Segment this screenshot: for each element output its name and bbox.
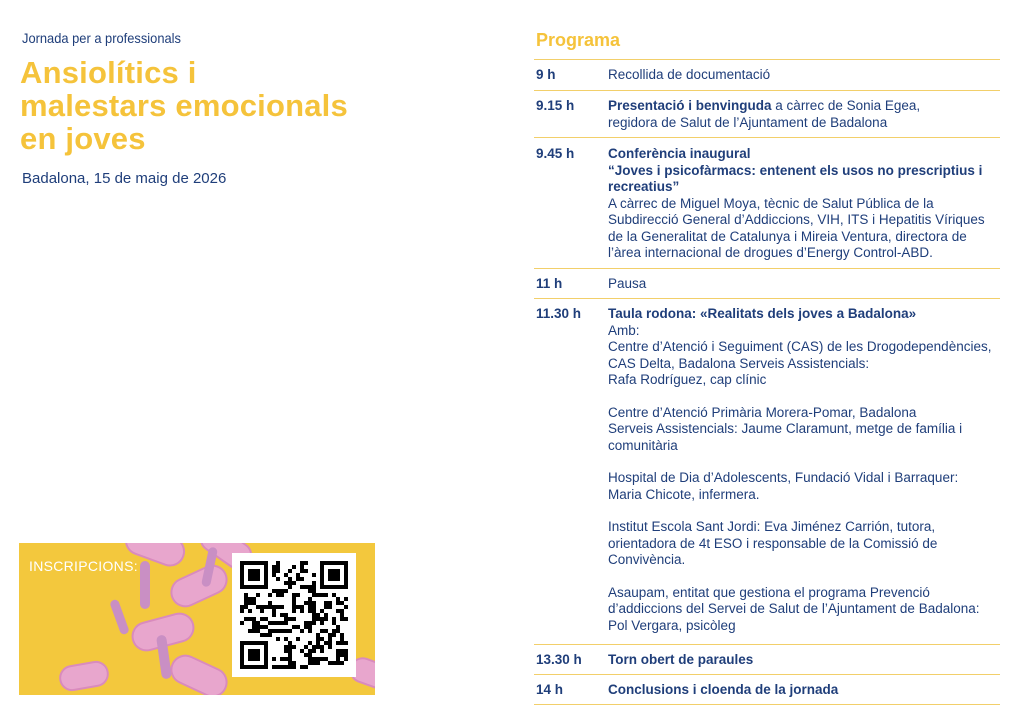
item-time: 13.30 h [536, 652, 582, 667]
item-bold: Conclusions i cloenda de la jornada [608, 682, 839, 697]
qr-code[interactable] [232, 553, 356, 677]
figure-illustration [109, 599, 130, 636]
item-text: Asaupam, entitat que gestiona el programa Prevenció [608, 584, 930, 600]
divider [534, 298, 1000, 299]
item-time: 9 h [536, 67, 556, 82]
pill-illustration [57, 659, 111, 693]
divider [534, 704, 1000, 705]
pill-illustration [165, 560, 232, 613]
item-text: regidora de Salut de l’Ajuntament de Badalona [608, 114, 888, 130]
item-text: orientadora de 4t ESO i responsable de la Comissió de [608, 535, 938, 551]
item-time: 11.30 h [536, 306, 582, 321]
item-time: 9.45 h [536, 146, 575, 161]
item-text: Institut Escola Sant Jordi: Eva Jiménez Carrión, tutora, [608, 519, 936, 534]
event-date: Badalona, 15 de maig de 2026 [22, 170, 227, 187]
registration-banner [19, 543, 375, 695]
item-bold: Conferència inaugural [608, 146, 751, 161]
item-bold: recreatius” [608, 179, 680, 194]
item-time: 14 h [536, 682, 564, 697]
item-text: Recollida de documentació [608, 67, 771, 82]
item-text: Hospital de Dia d’Adolescents, Fundació Vidal i Barraquer: [608, 470, 959, 485]
title-line: Ansiolítics i [20, 55, 197, 90]
item-text: Amb: [608, 322, 640, 338]
item-time: 9.15 h [536, 98, 575, 113]
divider [534, 644, 1000, 645]
item-text: Centre d’Atenció i Seguiment (CAS) de les Drogodependències, [608, 339, 992, 354]
item-text: Convivència. [608, 552, 686, 567]
title-line: en joves [20, 121, 146, 156]
item-bold: Torn obert de paraules [608, 652, 754, 667]
item-text: d’addiccions del Servei de Salut de l’Ajuntament de Badalona: [608, 601, 980, 616]
item-text: Pol Vergara, psicòleg [608, 617, 736, 633]
divider [534, 268, 1000, 269]
item-text: Rafa Rodríguez, cap clínic [608, 372, 767, 387]
item-text: A càrrec de Miguel Moya, tècnic de Salut Pública de la [608, 195, 934, 211]
event-kicker: Jornada per a professionals [22, 30, 181, 46]
qr-code-icon [240, 561, 348, 669]
item-text: a càrrec de Sonia Egea, [771, 98, 921, 113]
divider [534, 90, 1000, 91]
item-text: comunitària [608, 437, 678, 453]
title-line: malestars emocionals [20, 88, 348, 123]
registration-label: INSCRIPCIONS: [29, 558, 138, 574]
event-title [20, 56, 348, 155]
item-time: 11 h [536, 276, 563, 291]
item-text: Subdirecció General d’Addiccions, VIH, ITS i Hepatitis Víriques [608, 212, 985, 227]
item-bold: Presentació i benvinguda [608, 98, 772, 113]
item-text: de la Generalitat de Catalunya i Mireia Ventura, directora de [608, 228, 967, 244]
item-bold: Taula rodona: «Realitats dels joves a Badalona» [608, 306, 917, 321]
left-panel [0, 0, 500, 722]
program-heading: Programa [536, 30, 621, 50]
item-text: Maria Chicote, infermera. [608, 486, 760, 502]
pill-illustration [165, 650, 232, 695]
divider [534, 674, 1000, 675]
item-text: Centre d’Atenció Primària Morera-Pomar, Badalona [608, 404, 917, 420]
item-bold: “Joves i psicofàrmacs: entenent els usos no prescriptius i [608, 162, 983, 178]
item-text: Pausa [608, 276, 647, 291]
divider [534, 59, 1000, 60]
item-text: l’àrea internacional de drogues d’Energy Control-ABD. [608, 245, 933, 260]
item-text: CAS Delta, Badalona Serveis Assistencials: [608, 355, 870, 371]
figure-illustration [140, 561, 150, 609]
divider [534, 137, 1000, 138]
item-text: Serveis Assistencials: Jaume Claramunt, metge de família i [608, 421, 963, 436]
